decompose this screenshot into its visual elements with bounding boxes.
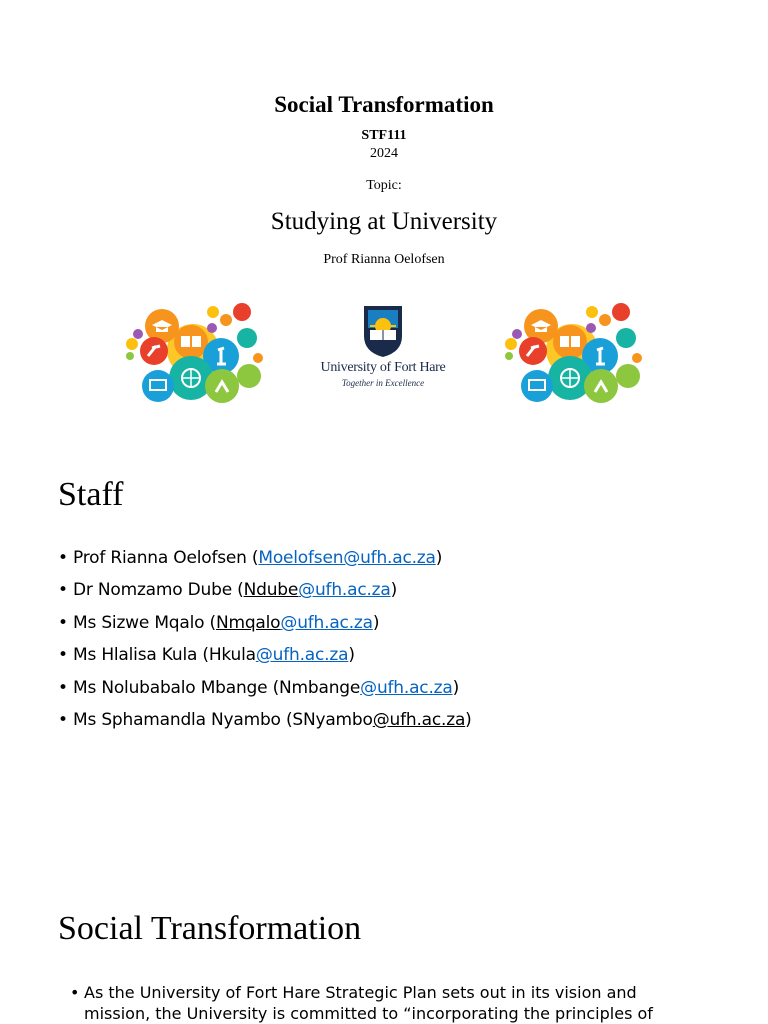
email-link[interactable]: @ufh.ac.za xyxy=(298,580,391,601)
bullet-icon: • xyxy=(58,548,68,568)
topic-title: Studying at University xyxy=(270,208,498,235)
computer-icon xyxy=(142,370,174,402)
bullet-icon: • xyxy=(58,677,68,698)
bullet-icon: • xyxy=(58,645,68,666)
dna-icon xyxy=(237,328,257,348)
transformation-text: As the University of Fort Hare Strategic Plan sets out in its vision and mission, the University is committed to “incorporating the principles of xyxy=(84,983,653,1023)
sport-icon xyxy=(205,369,239,403)
transformation-bullet xyxy=(70,982,690,1024)
book-icon xyxy=(181,336,190,347)
course-year: 2024 xyxy=(370,146,398,161)
transformation-heading: Social Transformation xyxy=(58,910,362,947)
email-link[interactable]: @ufh.ac.za xyxy=(280,612,373,633)
bullet-icon: • xyxy=(58,612,68,633)
bullet-icon: • xyxy=(58,580,68,601)
staff-member: • Prof Rianna Oelofsen (Moelofsen@ufh.ac.za) xyxy=(58,548,443,568)
staff-member: • Ms Sphamandla Nyambo (SNyambo@ufh.ac.za) xyxy=(58,709,472,730)
staff-member: • Dr Nomzamo Dube (Ndube@ufh.ac.za) xyxy=(58,580,398,601)
education-icons-cluster-right xyxy=(497,298,647,410)
music-icon xyxy=(612,303,630,321)
staff-member: • Ms Hlalisa Kula (Hkula@ufh.ac.za) xyxy=(58,645,355,666)
course-code: STF111 xyxy=(361,128,407,143)
education-icons-graphic xyxy=(118,298,268,410)
fort-hare-crest-icon xyxy=(360,302,406,358)
email-link[interactable]: @ufh.ac.za xyxy=(255,645,349,666)
book-icon xyxy=(560,336,569,347)
staff-member: • Ms Nolubabalo Mbange (Nmbange@ufh.ac.za) xyxy=(58,677,460,698)
staff-slide xyxy=(0,440,768,860)
title-slide xyxy=(0,0,768,440)
staff-heading: Staff xyxy=(58,476,124,513)
university-name: University of Fort Hare xyxy=(320,360,446,375)
music-icon xyxy=(233,303,251,321)
dna-icon xyxy=(616,328,636,348)
slide-title: Social Transformation xyxy=(274,92,494,117)
education-icons-graphic xyxy=(497,298,647,410)
transformation-slide xyxy=(0,860,768,1024)
university-tagline: Together in Excellence xyxy=(341,378,425,388)
computer-icon xyxy=(521,370,553,402)
sport-icon xyxy=(584,369,618,403)
staff-list xyxy=(58,548,472,742)
bullet-icon: • xyxy=(58,709,68,730)
university-logo xyxy=(318,298,448,398)
staff-member: • Ms Sizwe Mqalo (Nmqalo@ufh.ac.za) xyxy=(58,612,380,633)
presenter-name: Prof Rianna Oelofsen xyxy=(323,252,445,267)
email-link[interactable]: Moelofsen@ufh.ac.za xyxy=(258,548,436,568)
topic-label: Topic: xyxy=(366,178,402,193)
education-icons-cluster-left xyxy=(118,298,268,410)
bullet-icon: • xyxy=(70,983,80,1002)
email-link[interactable]: @ufh.ac.za xyxy=(360,677,453,698)
